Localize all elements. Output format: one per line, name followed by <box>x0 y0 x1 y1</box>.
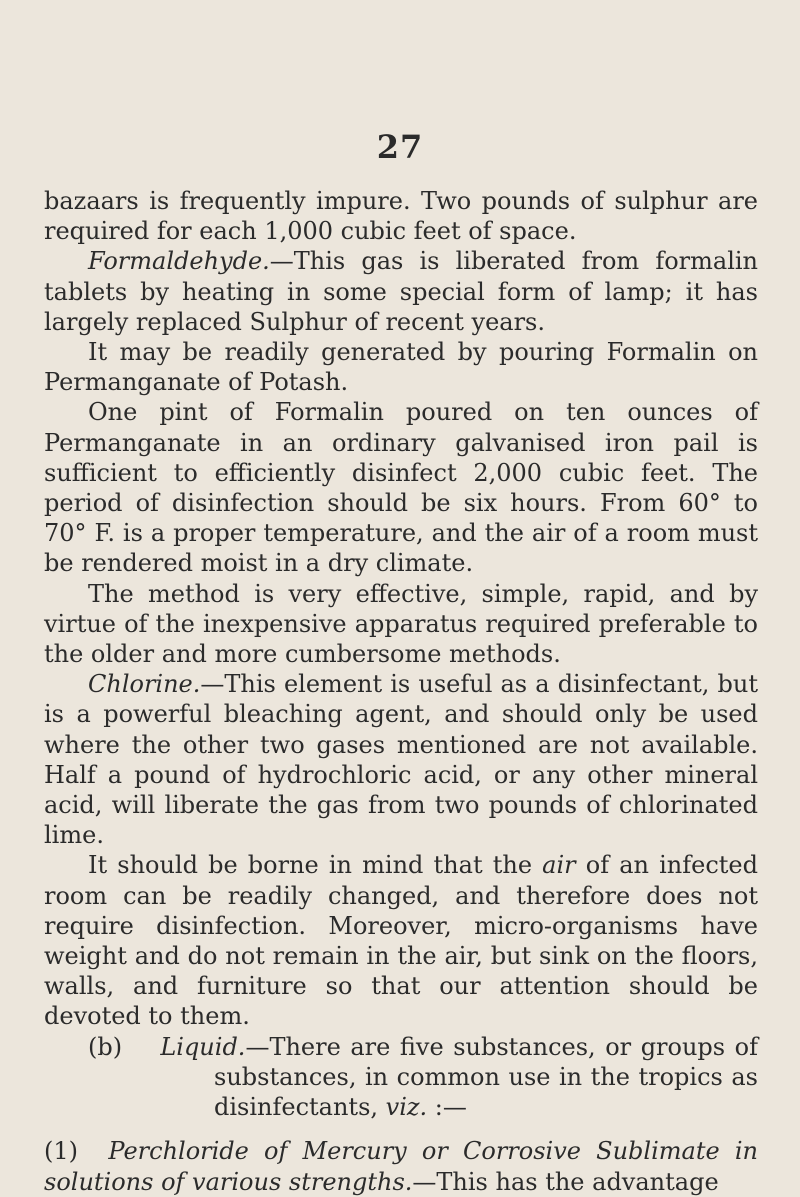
section-text: —There are five substances, or groups of substances, in common use in the tropics as disinfectants, <box>214 1032 759 1122</box>
section-marker: (b) <box>88 1032 123 1061</box>
item-text: —This has the advantage <box>412 1167 719 1196</box>
paragraph <box>44 337 758 397</box>
paragraph-text: It may be readily generated by pouring Formalin on Permanganate of Potash. <box>44 338 758 397</box>
paragraph <box>44 186 758 246</box>
paragraph-heading: Formaldehyde. <box>88 247 270 276</box>
paragraph <box>44 669 758 850</box>
paragraph-text: The method is very effective, simple, rapid, and by virtue of the inexpensive apparatus required preferable to the older and more cumbersome methods. <box>44 579 758 669</box>
page-body <box>44 186 758 1197</box>
page-number: 27 <box>376 128 424 166</box>
item-heading: Perchloride of Mercury or Corrosive Sublimate in solutions of various strengths. <box>44 1137 759 1196</box>
paragraph-text: —This gas is liberated from formalin tablets by heating in some special form of lamp; it has largely replaced Sulphur of recent years. <box>44 247 758 336</box>
paragraph-text: It should be borne in mind that the <box>88 851 543 880</box>
section-heading: Liquid. <box>160 1032 246 1061</box>
paragraph <box>44 579 758 670</box>
paragraph-text: —This element is useful as a disinfectant, but is a powerful bleaching agent, and should only be used where the other two gases mentioned are not available. Half a pound of hydrochloric acid, or any other mineral acid, will liberate the gas from two pounds of chlorinated lime. <box>44 670 758 850</box>
paragraph-text: bazaars is frequently impure. Two pounds of sulphur are required for each 1,000 cubic feet of space. <box>44 187 758 246</box>
section-b <box>44 1032 758 1123</box>
section-text: :— <box>427 1093 467 1122</box>
emphasis-text: air <box>542 851 576 880</box>
item-marker: (1) <box>44 1137 78 1166</box>
paragraph <box>44 397 758 578</box>
paragraph-text: of an infected room can be readily changed, and therefore does not require disinfection. Moreover, micro-organisms have weight and do not remain in the air, but sink on the floors, walls, and furniture so that our attention should be devoted to them. <box>44 851 758 1031</box>
paragraph-heading: Chlorine. <box>88 670 201 699</box>
paragraph-text: One pint of Formalin poured on ten ounces of Permanganate in an ordinary galvanised iron pail is sufficient to efficiently disinfect 2,000 cubic feet. The period of disinfection should be six hours. From 60° to 70° F. is a proper temperature, and the air of a room must be rendered moist in a dry climate. <box>44 398 758 578</box>
emphasis-text: viz. <box>385 1093 428 1122</box>
paragraph <box>44 246 758 337</box>
paragraph <box>44 850 758 1031</box>
